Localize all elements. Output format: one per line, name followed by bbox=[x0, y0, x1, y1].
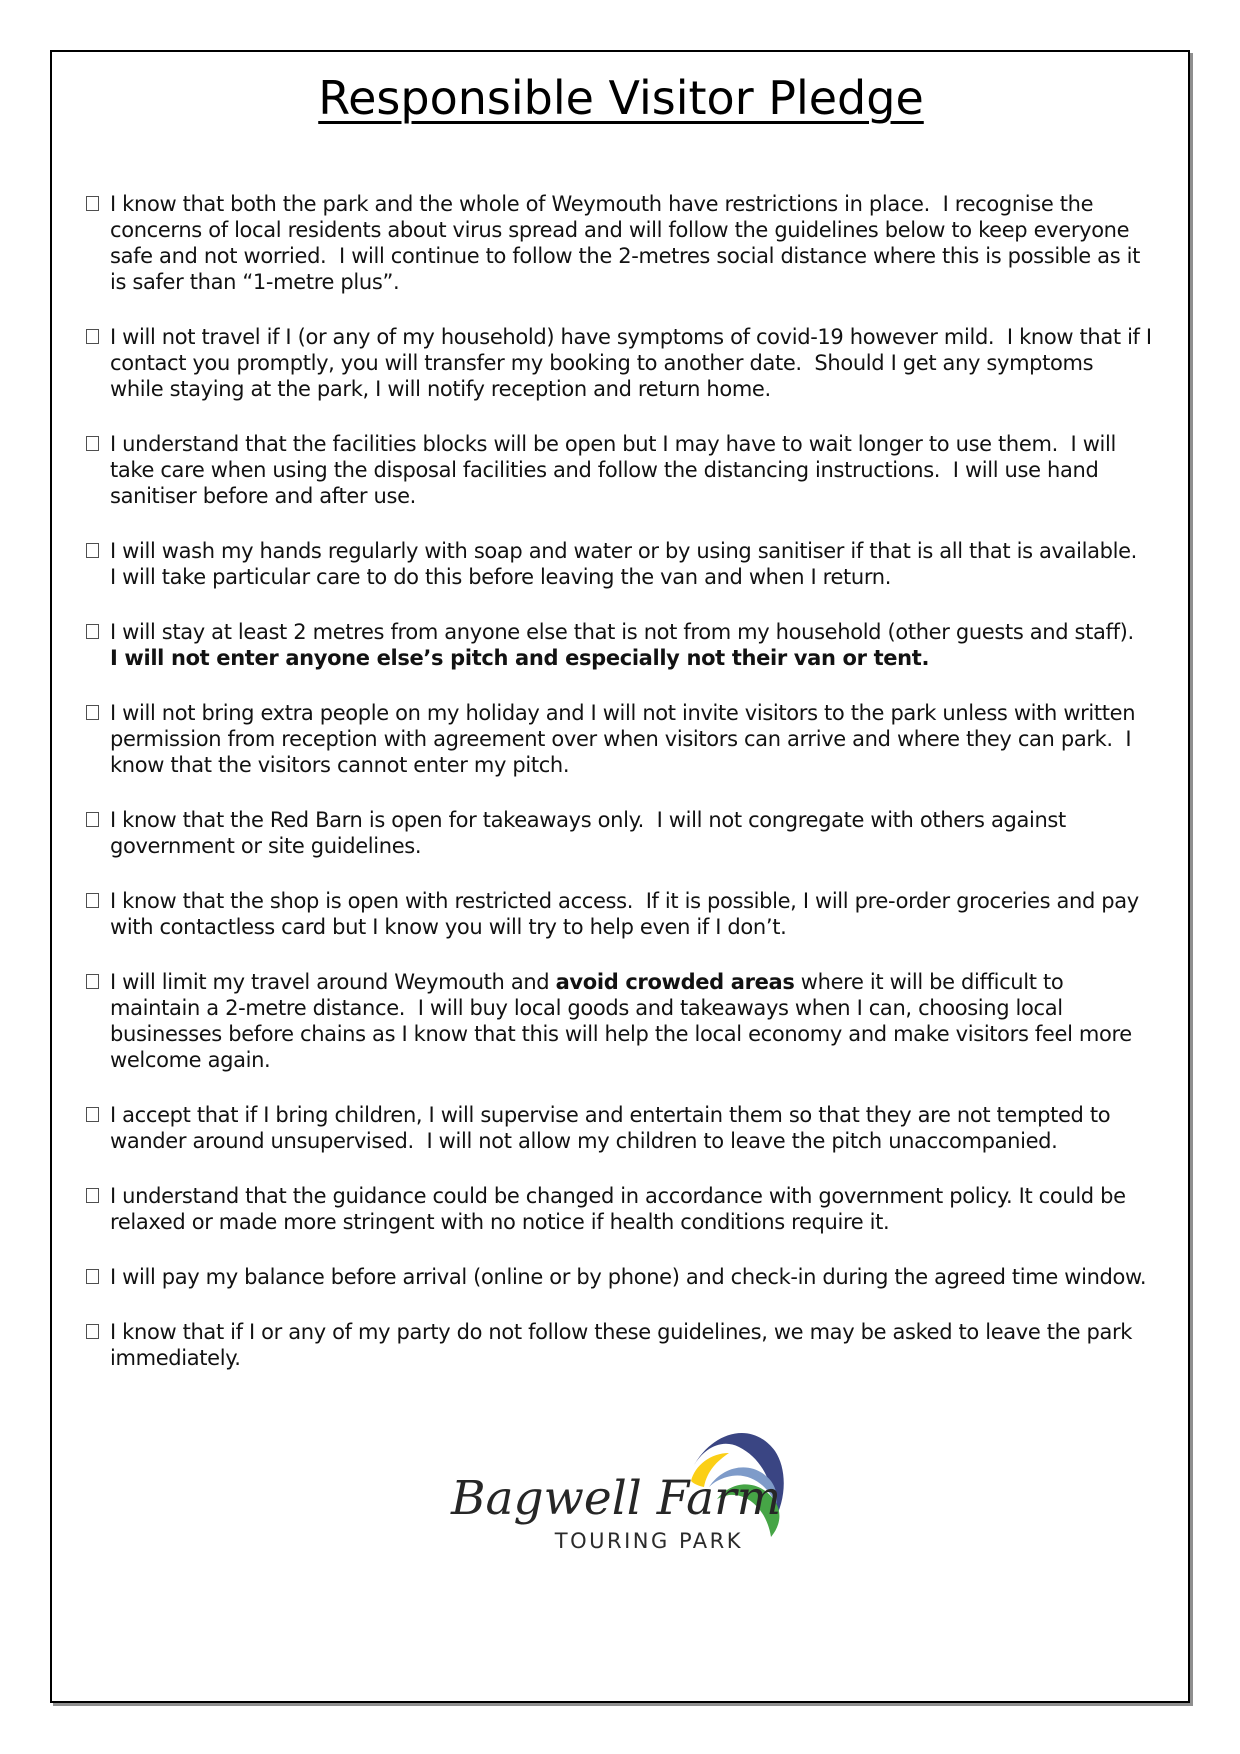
pledge-item bbox=[86, 538, 1156, 590]
pledge-item-text: I understand that the facilities blocks will be open but I may have to wait longer to use them. I will take care when using the disposal facilities and follow the distancing instructions. I will use hand sanitiser before and after use. bbox=[110, 431, 1123, 508]
logo-subtitle: TOURING PARK bbox=[554, 1528, 743, 1553]
pledge-item-text: I understand that the guidance could be changed in accordance with government policy. It could be relaxed or made more stringent with no notice if health conditions require it. bbox=[110, 1183, 1132, 1234]
checkbox-icon bbox=[86, 705, 99, 720]
checkbox-icon bbox=[86, 893, 99, 908]
page-title: Responsible Visitor Pledge bbox=[318, 71, 924, 125]
pledge-item-text: I accept that if I bring children, I will supervise and entertain them so that they are not tempted to wander around unsupervised. I will not allow my children to leave the pitch unaccompanied. bbox=[110, 1102, 1117, 1153]
checkbox-icon bbox=[86, 196, 99, 211]
park-logo bbox=[451, 1425, 791, 1557]
pledge-item-text: I know that if I or any of my party do not follow these guidelines, we may be asked to leave the park immediately. bbox=[110, 1319, 1139, 1370]
checkbox-icon bbox=[86, 1324, 99, 1339]
checkbox-icon bbox=[86, 329, 99, 344]
pledge-item bbox=[86, 888, 1156, 940]
pledge-item bbox=[86, 1264, 1156, 1290]
pledge-item-text: I will stay at least 2 metres from anyone else that is not from my household (other guests and staff). I will not enter anyone else’s pitch and especially not their van or tent. bbox=[110, 619, 1147, 670]
pledge-item bbox=[86, 324, 1159, 402]
checkbox-icon bbox=[86, 1269, 99, 1284]
pledge-item-text: I will limit my travel around Weymouth and avoid crowded areas where it will be difficult to maintain a 2-metre distance. I will buy local goods and takeaways when I can, choosing local businesses before chains as I know that this will help the local economy and make visitors feel more welcome again. bbox=[110, 969, 1139, 1072]
pledge-item bbox=[86, 431, 1156, 509]
pledge-item-text: I know that both the park and the whole of Weymouth have restrictions in place. I recognise the concerns of local residents about virus spread and will follow the guidelines below to keep everyone safe and not worried. I will continue to follow the 2-metres social distance where this is possible as it is safer than “1-metre plus”. bbox=[110, 191, 1147, 294]
checkbox-icon bbox=[86, 543, 99, 558]
pledge-item bbox=[86, 700, 1156, 778]
checkbox-icon bbox=[86, 812, 99, 827]
checkbox-icon bbox=[86, 974, 99, 989]
pledge-item bbox=[86, 1319, 1156, 1371]
pledge-item bbox=[86, 1183, 1156, 1235]
checkbox-icon bbox=[86, 1107, 99, 1122]
pledge-list bbox=[86, 191, 1159, 1371]
pledge-item-text: I will pay my balance before arrival (online or by phone) and check-in during the agreed time window. bbox=[110, 1264, 1147, 1289]
pledge-item bbox=[86, 1102, 1156, 1154]
pledge-item bbox=[86, 191, 1156, 295]
pledge-item bbox=[86, 807, 1156, 859]
pledge-item-text: I know that the Red Barn is open for takeaways only. I will not congregate with others against government or site guidelines. bbox=[110, 807, 1073, 858]
checkbox-icon bbox=[86, 624, 99, 639]
document-page bbox=[50, 50, 1190, 1703]
pledge-item bbox=[86, 619, 1156, 671]
pledge-item-text: I will not travel if I (or any of my household) have symptoms of covid-19 however mild. I know that if I contact you promptly, you will transfer my booking to another date. Should I get any symptoms while staying at the park, I will notify reception and return home. bbox=[110, 324, 1159, 401]
pledge-item-text: I know that the shop is open with restricted access. If it is possible, I will pre-order groceries and pay with contactless card but I know you will try to help even if I don’t. bbox=[110, 888, 1146, 939]
checkbox-icon bbox=[86, 1188, 99, 1203]
pledge-item-text: I will wash my hands regularly with soap and water or by using sanitiser if that is all that is available. I will take particular care to do this before leaving the van and when I return. bbox=[110, 538, 1150, 589]
logo-name: Bagwell Farm bbox=[451, 1470, 782, 1526]
pledge-item bbox=[86, 969, 1156, 1073]
pledge-item-text: I will not bring extra people on my holiday and I will not invite visitors to the park unless with written permission from reception with agreement over when visitors can arrive and where they can park. I know that the visitors cannot enter my pitch. bbox=[110, 700, 1142, 777]
checkbox-icon bbox=[86, 436, 99, 451]
